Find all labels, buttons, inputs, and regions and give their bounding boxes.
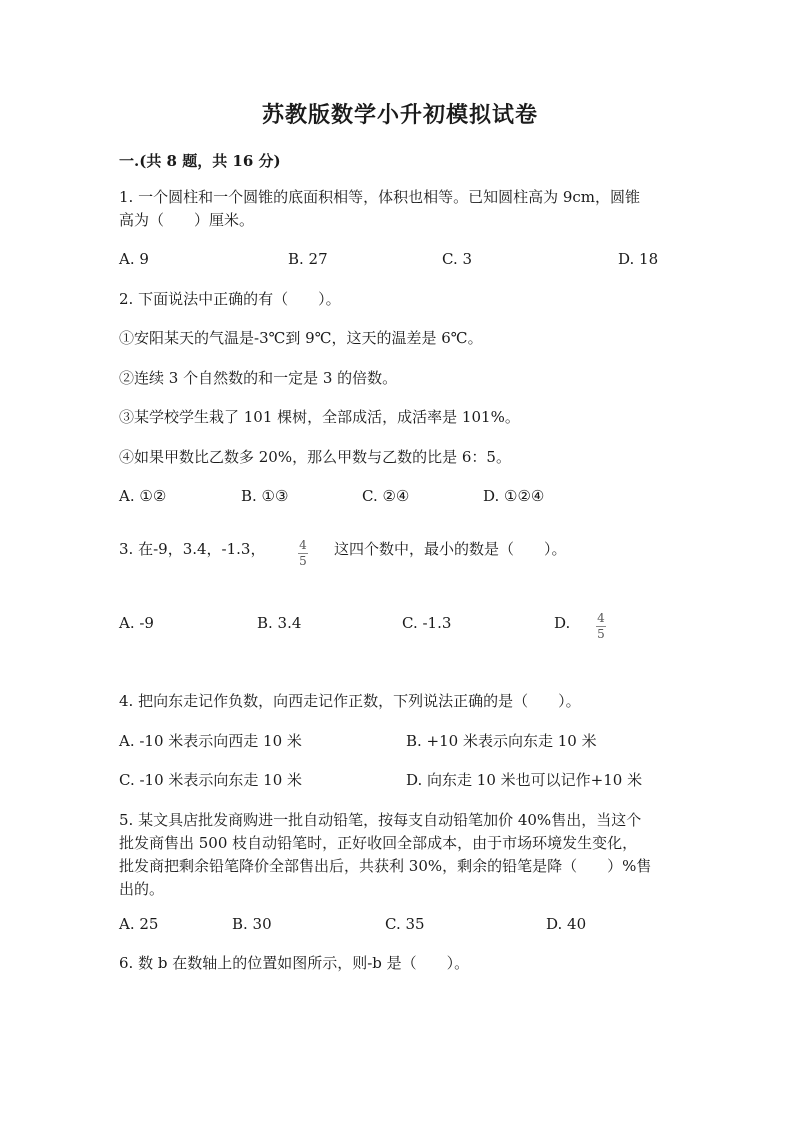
- question-5-line-3: 批发商把剩余铅笔降价全部售出后，共获利 30%，剩余的铅笔是降（ ）%售: [119, 857, 652, 875]
- question-5-option-b: B. 30: [232, 915, 272, 933]
- question-4-option-a: A. -10 米表示向西走 10 米: [119, 732, 302, 750]
- fraction-denominator: 5: [299, 554, 307, 568]
- fraction-denominator: 5: [597, 627, 605, 641]
- question-1-line-1: 1. 一个圆柱和一个圆锥的底面积相等，体积也相等。已知圆柱高为 9cm，圆锥: [119, 188, 641, 206]
- question-3-option-c: C. -1.3: [402, 614, 452, 632]
- question-3-option-d-fraction: [596, 607, 606, 641]
- question-1-option-d: D. 18: [618, 250, 659, 268]
- question-6-stem: 6. 数 b 在数轴上的位置如图所示，则-b 是（ ）。: [119, 954, 470, 972]
- question-3-option-b: B. 3.4: [257, 614, 302, 632]
- question-4-option-b: B. +10 米表示向东走 10 米: [406, 732, 597, 750]
- question-1-option-b: B. 27: [288, 250, 328, 268]
- question-3-stem-after: 这四个数中，最小的数是（ ）。: [334, 540, 567, 558]
- question-2-statement-3: ③某学校学生栽了 101 棵树，全部成活，成活率是 101%。: [119, 408, 520, 426]
- question-5-option-c: C. 35: [385, 915, 425, 933]
- question-5-line-2: 批发商售出 500 枝自动铅笔时，正好收回全部成本，由于市场环境发生变化，: [119, 834, 638, 852]
- question-5-line-1: 5. 某文具店批发商购进一批自动铅笔，按每支自动铅笔加价 40%售出，当这个: [119, 811, 642, 829]
- question-5-option-a: A. 25: [119, 915, 159, 933]
- question-1-option-a: A. 9: [119, 250, 149, 268]
- question-5-option-d: D. 40: [546, 915, 587, 933]
- question-2-stem: 2. 下面说法中正确的有（ ）。: [119, 290, 341, 308]
- question-2-option-c: C. ②④: [362, 487, 410, 505]
- fraction-numerator: 4: [597, 611, 605, 625]
- question-2-option-a: A. ①②: [119, 487, 167, 505]
- fraction-numerator: 4: [299, 538, 307, 552]
- question-1-option-c: C. 3: [442, 250, 473, 268]
- question-2-option-d: D. ①②④: [483, 487, 545, 505]
- page-title: 苏教版数学小升初模拟试卷: [261, 102, 538, 128]
- section-heading: 一.(共 8 题，共 16 分): [119, 152, 281, 170]
- question-4-stem: 4. 把向东走记作负数，向西走记作正数，下列说法正确的是（ ）。: [119, 692, 581, 710]
- question-3-stem-before: 3. 在-9，3.4，-1.3，: [119, 540, 266, 558]
- question-2-statement-2: ②连续 3 个自然数的和一定是 3 的倍数。: [119, 369, 398, 387]
- question-3-option-d: D.: [554, 614, 571, 632]
- question-1-line-2: 高为（ ）厘米。: [119, 211, 255, 229]
- question-2-statement-4: ④如果甲数比乙数多 20%，那么甲数与乙数的比是 6：5。: [119, 448, 511, 466]
- question-3-option-a: A. -9: [119, 614, 154, 632]
- question-3-fraction: [298, 534, 308, 568]
- question-4-option-c: C. -10 米表示向东走 10 米: [119, 771, 303, 789]
- question-2-statement-1: ①安阳某天的气温是-3℃到 9℃，这天的温差是 6℃。: [119, 329, 483, 347]
- question-4-option-d: D. 向东走 10 米也可以记作+10 米: [406, 771, 643, 789]
- question-2-option-b: B. ①③: [241, 487, 289, 505]
- question-5-line-4: 出的。: [119, 880, 165, 898]
